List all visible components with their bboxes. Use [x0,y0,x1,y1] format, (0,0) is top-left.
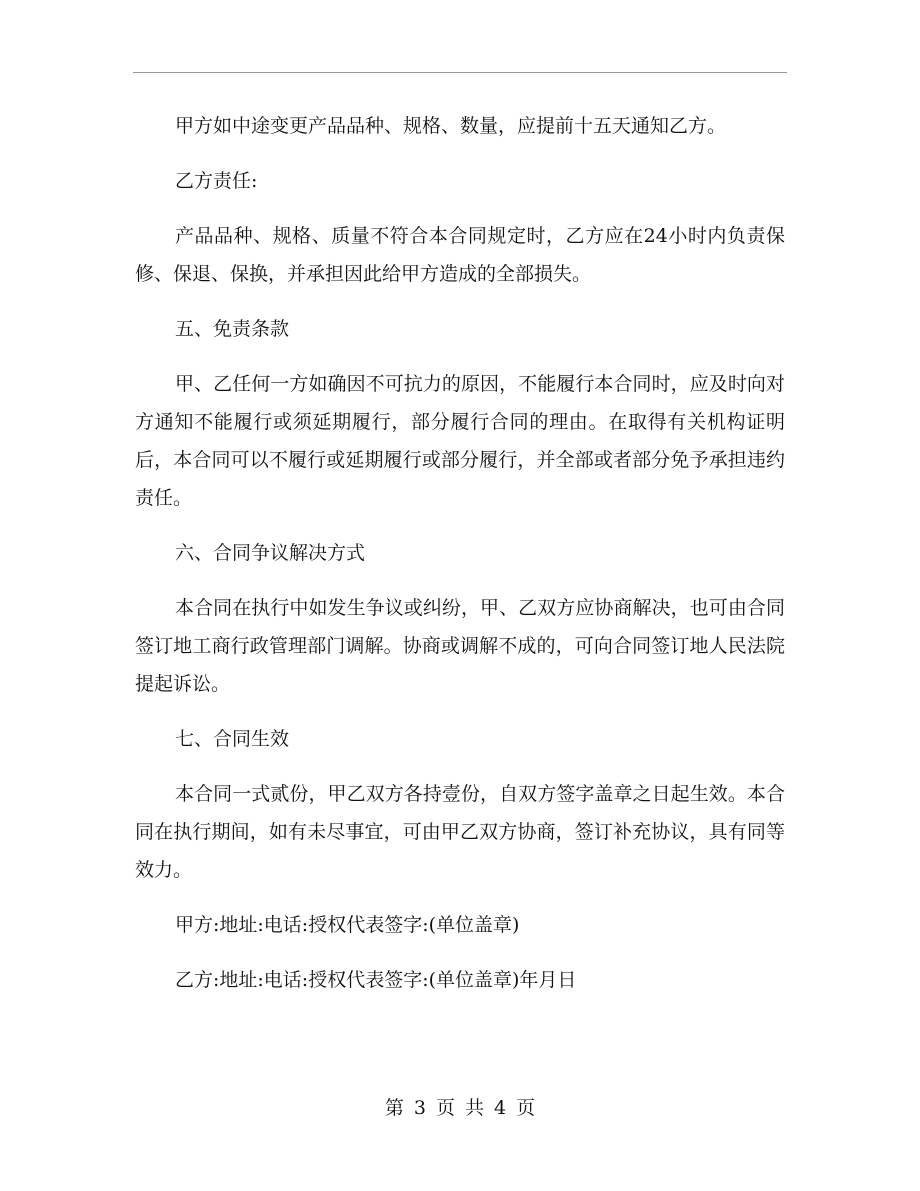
paragraph-party-b-heading: 乙方责任: [175,170,258,192]
paragraph-party-b-liability: 产品品种、规格、质量不符合本合同规定时，乙方应在24小时内负责保修、保退、保换，并承担因此给甲方造成的全部损失。 [135,225,785,285]
header-rule [133,72,787,73]
signature-line-party-a: 甲方:地址:电话:授权代表签字:(单位盖章) [175,914,520,936]
paragraph-change-notice: 甲方如中途变更产品品种、规格、数量，应提前十五天通知乙方。 [175,115,727,137]
document-body [135,107,785,999]
paragraph-effectiveness: 本合同一式贰份，甲乙双方各持壹份，自双方签字盖章之日起生效。本合同在执行期间，如有未尽事宜，可由甲乙双方协商，签订补充协议，具有同等效力。 [135,783,785,881]
page-number-footer: 第 3 页 共 4 页 [384,1097,536,1119]
paragraph-dispute-resolution: 本合同在执行中如发生争议或纠纷，甲、乙双方应协商解决，也可由合同签订地工商行政管理部门调解。协商或调解不成的，可向合同签订地人民法院提起诉讼。 [135,597,785,695]
section-heading-dispute: 六、合同争议解决方式 [175,542,366,564]
paragraph-force-majeure: 甲、乙任何一方如确因不可抗力的原因，不能履行本合同时，应及时向对方通知不能履行或须延期履行，部分履行合同的理由。在取得有关机构证明后，本合同可以不履行或延期履行或部分履行，并全部或者部分免予承担违约责任。 [135,373,785,509]
section-heading-effectiveness: 七、合同生效 [175,728,290,750]
signature-line-party-b: 乙方:地址:电话:授权代表签字:(单位盖章)年月日 [175,969,577,991]
section-heading-exemption: 五、免责条款 [175,318,290,340]
